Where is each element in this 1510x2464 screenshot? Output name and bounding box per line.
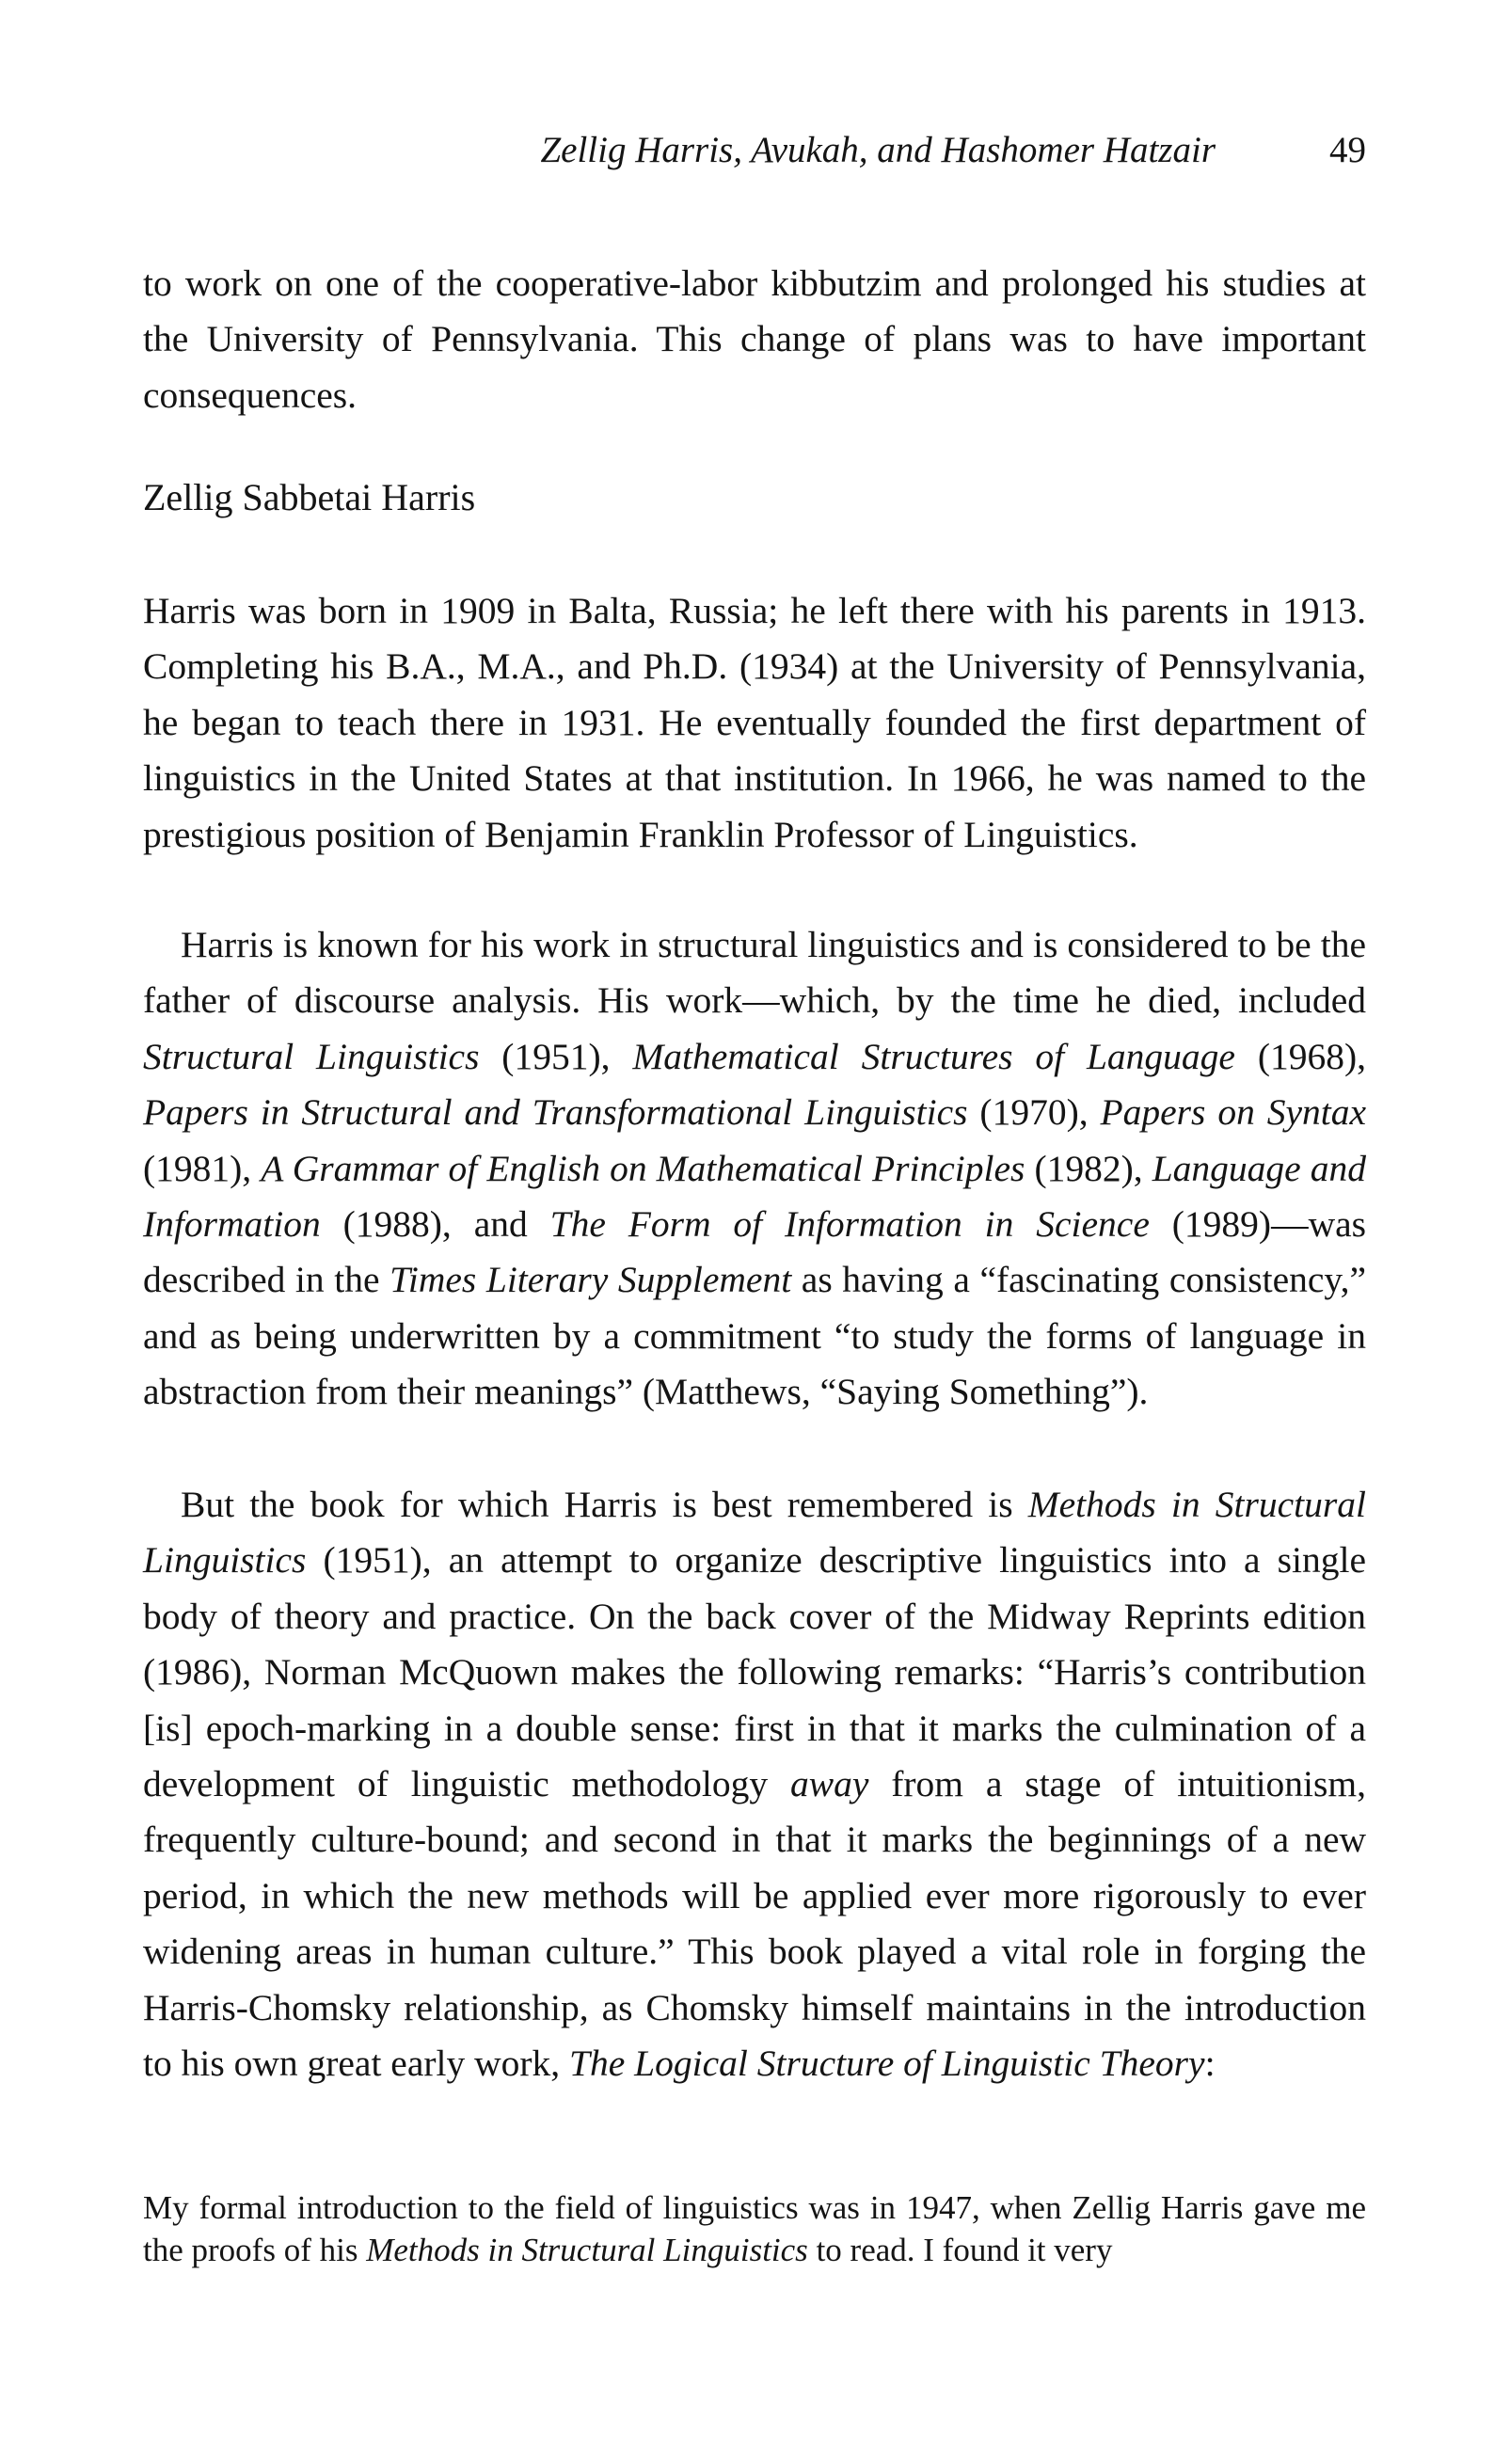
book-title: Structural Linguistics (143, 1035, 480, 1077)
section-heading: Zellig Sabbetai Harris (143, 476, 476, 518)
text-run: Harris is known for his work in structural linguistics and is considered to be the father of discourse analysis. His work—which, by the time he died, included (143, 924, 1366, 1022)
text-run: (1951), an attempt to organize descriptive linguistics into a single body of theory and practice. On the back cover of the Midway Reprints edition (1986), Norman McQuown makes the following remarks: “Harris’s contribution [is] epoch-marking in a double sense: first in that it marks the culmination of a development of linguistic methodology (143, 1539, 1366, 1805)
book-title: Methods in Structural Linguistics (143, 1484, 1366, 1582)
text-run: (1981), (143, 1147, 262, 1189)
text-run: : (1204, 2043, 1216, 2085)
text-run: to read. I found it very (807, 2232, 1113, 2268)
book-title: The Logical Structure of Linguistic Theory (569, 2043, 1205, 2085)
paragraph-text: Harris was born in 1909 in Balta, Russia; he left there with his parents in 1913. Completing his B.A., M.A., and Ph.D. (1934) at the University of Pennsylvania, he began to teach there in 1931. He eventually founded the first department of linguistics in the United States at that institution. In 1966, he was named to the prestigious position of Benjamin Franklin Professor of Linguistics. (143, 590, 1366, 855)
text-run: My formal introduction to the field of linguistics was in 1947, when Zellig Harris gave me the proofs of his (143, 2189, 1366, 2268)
book-title: Methods in Structural Linguistics (366, 2232, 808, 2268)
text-run: from a stage of intuitionism, frequently culture-bound; and second in that it marks the beginnings of a new period, in which the new methods will be applied ever more rigorously to ever widening areas in human culture.” This book played a vital role in forging the Harris-Chomsky relationship, as Chomsky himself maintains in the introduction to his own great early work, (143, 1763, 1366, 2085)
book-title: Papers in Structural and Transformational Linguistics (143, 1091, 968, 1134)
emphasis: away (789, 1763, 869, 1805)
text-run: (1982), (1025, 1147, 1152, 1189)
paragraph-methods (143, 1477, 1366, 2091)
book-title: The Form of Information in Science (549, 1203, 1150, 1246)
publication-title: Times Literary Supplement (389, 1259, 792, 1301)
paragraph-continuation (143, 256, 1366, 423)
text-run: as having a “fascinating consistency,” and as being underwritten by a commitment “to study the forms of language in abstraction from their meanings” (Matthews, “Saying Something”). (143, 1259, 1367, 1413)
book-title: Mathematical Structures of Language (632, 1035, 1235, 1077)
book-title: A Grammar of English on Mathematical Principles (261, 1147, 1025, 1189)
book-title: Language and Information (143, 1147, 1366, 1246)
text-run: (1970), (967, 1091, 1101, 1134)
paragraph-works (143, 917, 1366, 1421)
paragraph-text: to work on one of the cooperative-labor kibbutzim and prolonged his studies at the University of Pennsylvania. This change of plans was to have important consequences. (143, 262, 1366, 416)
running-head-title: Zellig Harris, Avukah, and Hashomer Hatzair (540, 130, 1216, 170)
page-number: 49 (1329, 130, 1366, 170)
text-run: But the book for which Harris is best remembered is (181, 1484, 1028, 1525)
block-quote (143, 2186, 1366, 2271)
book-title: Papers on Syntax (1100, 1091, 1366, 1134)
running-head (143, 129, 1366, 185)
text-run: (1988), and (320, 1203, 550, 1246)
text-run: (1989)—was described in the (143, 1203, 1366, 1301)
text-run: (1968), (1234, 1035, 1367, 1077)
text-run: (1951), (479, 1035, 633, 1077)
paragraph-biography (143, 583, 1366, 863)
